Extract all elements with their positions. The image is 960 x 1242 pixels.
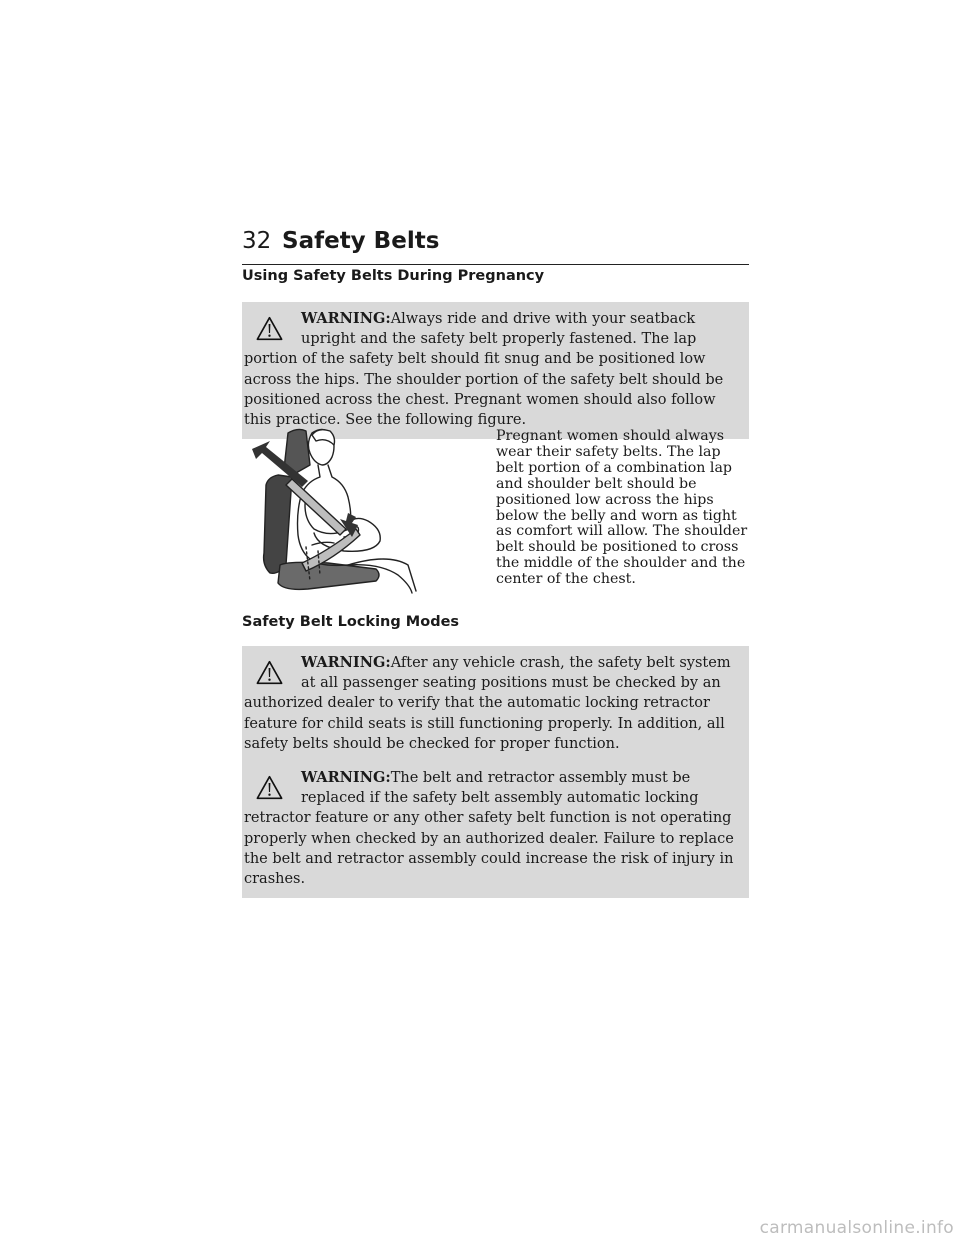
page-title: Safety Belts	[282, 228, 440, 254]
section-title-pregnancy: Using Safety Belts During Pregnancy	[242, 268, 545, 284]
warning-label: WARNING:	[301, 769, 391, 786]
pregnant-woman-seatbelt-illustration	[248, 425, 428, 595]
warning-text: Always ride and drive with your seatback upright and the safety belt properly fastened. The lap portion of the safety belt should fit snug and be positioned low across the hips. The shoulder portion of the safety belt should be positioned across the chest. Pregnant women should also follow this practice. See the following figure.	[244, 311, 724, 429]
warning-triangle-icon	[256, 774, 283, 801]
warning-label: WARNING:	[301, 310, 391, 327]
warning-box-pregnancy	[242, 302, 749, 439]
warning-label: WARNING:	[301, 654, 391, 671]
warning-text: After any vehicle crash, the safety belt system at all passenger seating positions must be checked by an authorized dealer to verify that the automatic locking retractor feature for child seats is still functioning properly. In addition, all safety belts should be checked for proper function.	[244, 655, 731, 752]
warning-triangle-icon	[256, 315, 283, 342]
warning-text: The belt and retractor assembly must be replaced if the safety belt assembly automatic locking retractor feature or any other safety belt function is not operating properly when checked by an authorized dealer. Failure to replace the belt and retractor assembly could increase the risk of injury in crashes.	[244, 770, 734, 888]
page-number: 32	[242, 228, 272, 254]
warning-triangle-icon	[256, 659, 283, 686]
pregnancy-paragraph: Pregnant women should always wear their safety belts. The lap belt portion of a combination lap and shoulder belt should be positioned low across the hips below the belly and worn as tight as comfort will allow. The shoulder belt should be positioned to cross the middle of the shoulder and the center of the chest.	[496, 428, 748, 588]
watermark: carmanualsonline.info	[759, 1218, 954, 1238]
warning-box-retractor-replace	[242, 761, 749, 898]
page-header	[242, 228, 749, 265]
warning-box-crash-check	[242, 646, 749, 763]
section-title-locking-modes: Safety Belt Locking Modes	[242, 614, 460, 630]
